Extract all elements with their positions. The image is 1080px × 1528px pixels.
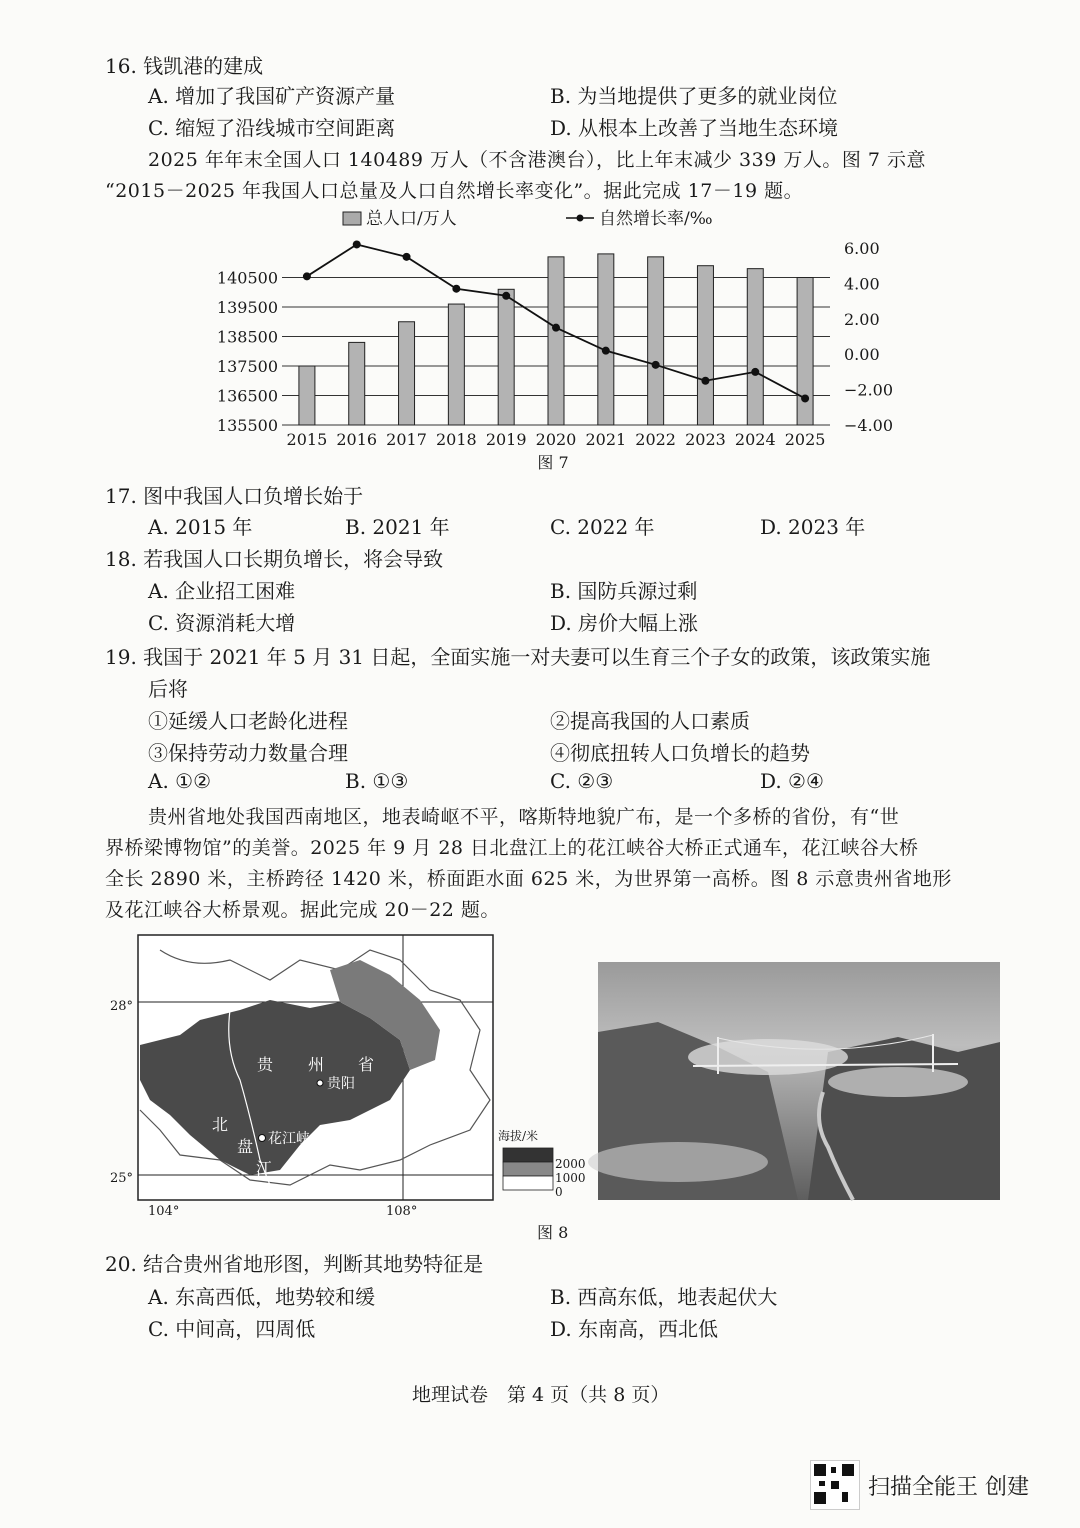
lon-label-108: 108°	[386, 1204, 418, 1219]
province-char-1: 贵	[257, 1055, 274, 1074]
cloud-3	[588, 1142, 768, 1182]
q17-stem: 17. 图中我国人口负增长始于	[105, 484, 364, 508]
river-char-3: 江	[256, 1159, 273, 1178]
growth-rate-point	[403, 253, 411, 261]
bridge-label: 花江峡谷大桥	[268, 1131, 352, 1147]
growth-rate-point	[452, 285, 460, 293]
legend-line-marker	[577, 215, 584, 222]
huajiang-bridge-photo	[598, 962, 1000, 1200]
passage1-line1: 2025 年年末全国人口 140489 万人（不含港澳台），比上年末减少 339 万人。图 7 示意	[148, 149, 927, 171]
guiyang-marker	[317, 1080, 323, 1086]
legend-swatch-low	[503, 1176, 553, 1190]
passage2-line4: 及花江峡谷大桥景观。据此完成 20－22 题。	[105, 899, 500, 921]
growth-rate-point	[303, 272, 311, 280]
population-chart	[200, 200, 900, 475]
growth-rate-point	[353, 240, 361, 248]
passage2-line2: 界桥梁博物馆”的美誉。2025 年 9 月 28 日北盘江上的花江峡谷大桥正式通车，花江峡谷大桥	[105, 837, 919, 859]
q20-option-d: D. 东南高，西北低	[550, 1317, 719, 1341]
river-char-2: 盘	[237, 1137, 254, 1156]
scanner-watermark: 扫描全能王 创建	[868, 1475, 1029, 1500]
legend-title: 海拔/米	[498, 1129, 539, 1143]
x-tick-label: 2021	[585, 430, 627, 449]
q20-option-b: B. 西高东低，地表起伏大	[550, 1285, 778, 1309]
population-bar	[448, 304, 464, 425]
q17-option-b: B. 2021 年	[345, 515, 450, 539]
x-tick-label: 2015	[286, 430, 328, 449]
q16-option-a: A. 增加了我国矿产资源产量	[148, 84, 396, 108]
province-char-2: 州	[308, 1055, 325, 1074]
passage2-line1: 贵州省地处我国西南地区，地表崎岖不平，喀斯特地貌广布，是一个多桥的省份，有“世	[148, 806, 900, 828]
qr-code-icon	[810, 1460, 860, 1510]
legend-line-label: 自然增长率/‰	[599, 209, 713, 229]
q16-option-d: D. 从根本上改善了当地生态环境	[550, 116, 839, 140]
legend-bar-swatch	[343, 212, 361, 225]
left-tick-label: 139500	[216, 298, 278, 317]
q19-item-2: ②提高我国的人口素质	[550, 709, 750, 733]
q20-stem: 20. 结合贵州省地形图，判断其地势特征是	[105, 1252, 484, 1276]
growth-rate-point	[751, 368, 759, 376]
q18-option-a: A. 企业招工困难	[148, 579, 296, 603]
passage1-line2: “2015－2025 年我国人口总量及人口自然增长率变化”。据此完成 17－19 题。	[105, 180, 804, 202]
population-bar	[648, 257, 664, 425]
cloud-1	[688, 1039, 848, 1075]
left-tick-label: 140500	[216, 268, 278, 288]
legend-value-2000: 2000	[555, 1157, 586, 1171]
q16-option-c: C. 缩短了沿线城市空间距离	[148, 116, 396, 140]
x-tick-label: 2022	[635, 430, 676, 449]
population-bar	[797, 278, 813, 426]
province-char-3: 省	[358, 1055, 375, 1074]
legend-value-0: 0	[555, 1185, 563, 1199]
legend-value-1000: 1000	[555, 1171, 586, 1185]
population-bar	[349, 342, 365, 425]
q19-option-a: A. ①②	[148, 769, 212, 793]
x-tick-label: 2019	[485, 430, 527, 449]
left-tick-label: 135500	[216, 416, 278, 435]
right-tick-label: −2.00	[844, 380, 894, 400]
river-char-1: 北	[212, 1115, 229, 1134]
q19-option-d: D. ②④	[760, 769, 824, 793]
q18-option-d: D. 房价大幅上涨	[550, 611, 699, 635]
growth-rate-point	[701, 377, 709, 385]
q19-item-1: ①延缓人口老龄化进程	[148, 709, 348, 733]
q19-item-4: ④彻底扭转人口负增长的趋势	[550, 741, 810, 765]
cloud-2	[828, 1067, 968, 1097]
q19-stem-line1: 19. 我国于 2021 年 5 月 31 日起，全面实施一对夫妻可以生育三个子女的政策，该政策实施	[105, 645, 931, 669]
q18-option-c: C. 资源消耗大增	[148, 611, 296, 635]
x-tick-label: 2024	[734, 430, 776, 449]
right-tick-label: −4.00	[844, 416, 894, 435]
population-bar	[747, 269, 763, 425]
population-bar	[399, 322, 415, 425]
population-bar	[299, 366, 315, 425]
q17-option-a: A. 2015 年	[148, 515, 253, 539]
chart-caption: 图 7	[537, 453, 569, 472]
lon-label-104: 104°	[148, 1204, 180, 1219]
q19-option-c: C. ②③	[550, 769, 614, 793]
right-tick-label: 2.00	[844, 309, 880, 329]
q16-option-b: B. 为当地提供了更多的就业岗位	[550, 84, 838, 108]
page-footer: 地理试卷 第 4 页（共 8 页）	[412, 1384, 670, 1406]
population-bar	[548, 257, 564, 425]
q17-option-d: D. 2023 年	[760, 515, 866, 539]
city-label-guiyang: 贵阳	[327, 1076, 355, 1092]
q18-option-b: B. 国防兵源过剩	[550, 579, 698, 603]
q19-stem-line2: 后将	[148, 677, 188, 701]
bridge-marker	[259, 1135, 266, 1142]
left-tick-label: 138500	[216, 327, 278, 347]
growth-rate-point	[652, 361, 660, 369]
legend-bar-label: 总人口/万人	[366, 209, 457, 229]
population-bar	[697, 266, 713, 425]
q19-option-b: B. ①③	[345, 769, 409, 793]
x-tick-label: 2016	[336, 430, 378, 449]
left-tick-label: 136500	[216, 386, 278, 406]
lat-label-25: 25°	[110, 1171, 134, 1186]
growth-rate-point	[552, 324, 560, 332]
q16-stem: 16. 钱凯港的建成	[105, 54, 264, 78]
passage2-line3: 全长 2890 米，主桥跨径 1420 米，桥面距水面 625 米，为世界第一高桥。图 8 示意贵州省地形	[105, 868, 952, 890]
right-tick-label: 0.00	[844, 345, 880, 365]
x-tick-label: 2023	[685, 430, 726, 449]
growth-rate-point	[502, 292, 510, 300]
figure8-caption: 图 8	[537, 1223, 569, 1242]
population-bar	[598, 254, 614, 425]
x-tick-label: 2020	[535, 430, 577, 449]
x-tick-label: 2018	[436, 430, 477, 449]
q17-option-c: C. 2022 年	[550, 515, 655, 539]
legend-swatch-high	[503, 1148, 553, 1162]
x-tick-label: 2017	[386, 430, 427, 449]
right-tick-label: 4.00	[844, 274, 880, 294]
lat-label-28: 28°	[110, 999, 134, 1014]
population-bar	[498, 289, 514, 425]
q18-stem: 18. 若我国人口长期负增长，将会导致	[105, 547, 444, 571]
legend-swatch-mid	[503, 1162, 553, 1176]
guizhou-terrain-map	[100, 930, 586, 1220]
growth-rate-point	[801, 394, 809, 402]
right-tick-label: 6.00	[844, 239, 880, 258]
growth-rate-point	[602, 347, 610, 355]
x-tick-label: 2025	[784, 430, 826, 449]
q20-option-c: C. 中间高，四周低	[148, 1317, 316, 1341]
q20-option-a: A. 东高西低，地势较和缓	[148, 1285, 376, 1309]
left-tick-label: 137500	[216, 357, 278, 376]
q19-item-3: ③保持劳动力数量合理	[148, 741, 348, 765]
